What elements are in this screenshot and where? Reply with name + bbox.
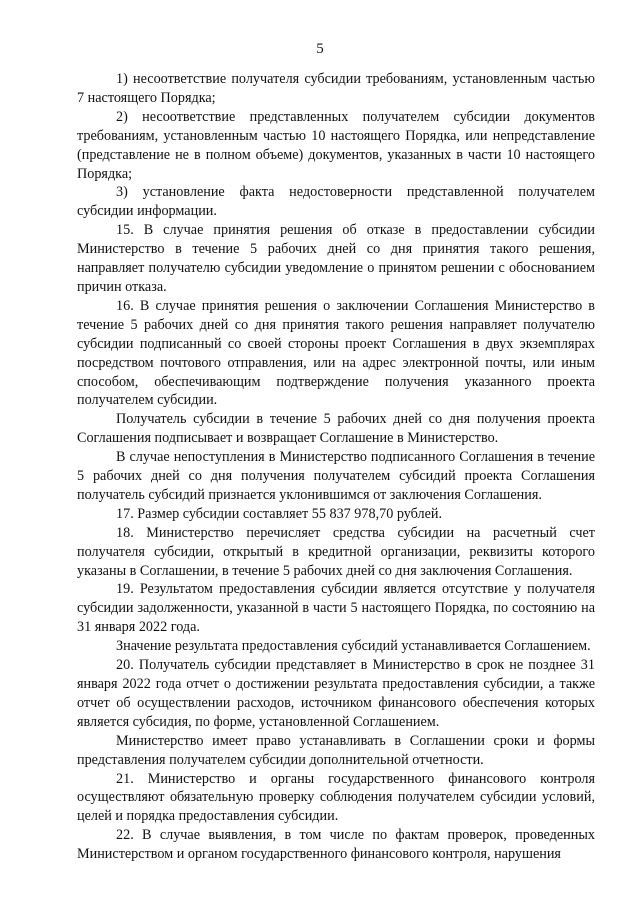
paragraph-clause-17: 17. Размер субсидии составляет 55 837 978,70 рублей.	[116, 505, 443, 522]
paragraph-clause-16: 16. В случае принятия решения о заключении Соглашения Министерство в течение 5 рабочих дней со дня принятия такого решения направляет получателю субсидии подписанный со своей стороны проект Соглашения в двух экземплярах посредством почтового отправления, или на адрес электронной почты, или иным способом, обеспечивающим подтверждение получения указанного проекта получателем субсидии.	[77, 297, 595, 409]
paragraph-clause-16-evasion: В случае непоступления в Министерство подписанного Соглашения в течение 5 рабочих дней со дня получения получателем субсидий проекта Соглашения получатель субсидий признается уклонившимся от заключения Соглашения.	[77, 449, 595, 503]
paragraph-clause-19: 19. Результатом предоставления субсидии является отсутствие у получателя субсидии задолженности, указанной в части 5 настоящего Порядка, по состоянию на 31 января 2022 года.	[77, 581, 595, 636]
paragraph-clause-22: 22. В случае выявления, в том числе по фактам проверок, проведенных Министерством и органом государственного финансового контроля, нарушения	[77, 827, 595, 863]
paragraph-item-2: 2) несоответствие представленных получателем субсидии документов требованиям, установленным частью 10 настоящего Порядка, или непредставление (представление не в полном объеме) документов, указанных в части 10 настоящего Порядка;	[77, 108, 595, 182]
paragraph-clause-16-signing: Получатель субсидии в течение 5 рабочих дней со дня получения проекта Соглашения подписывает и возвращает Соглашение в Министерство.	[77, 411, 595, 447]
paragraph-clause-20-reporting: Министерство имеет право устанавливать в Соглашении сроки и формы представления получателем субсидии дополнительной отчетности.	[77, 732, 595, 768]
paragraph-item-3: 3) установление факта недостоверности представленной получателем субсидии информации.	[77, 184, 595, 220]
paragraph-clause-21: 21. Министерство и органы государственного финансового контроля осуществляют обязательную проверку соблюдения получателем субсидии условий, целей и порядка предоставления субсидии.	[77, 770, 595, 825]
paragraph-clause-19-value: Значение результата предоставления субсидий устанавливается Соглашением.	[116, 638, 591, 655]
paragraph-clause-15: 15. В случае принятия решения об отказе в предоставлении субсидии Министерство в течение 5 рабочих дней со дня принятия такого решения, направляет получателю субсидии уведомление о принятом решении с обоснованием причин отказа.	[77, 222, 595, 295]
page-number: 5	[316, 41, 324, 57]
paragraph-clause-18: 18. Министерство перечисляет средства субсидии на расчетный счет получателя субсидии, открытый в кредитной организации, реквизиты которого указаны в Соглашении, в течение 5 рабочих дней со дня заключения Соглашения.	[77, 524, 595, 579]
paragraph-clause-20: 20. Получатель субсидии представляет в Министерство в срок не позднее 31 января 2022 года отчет о достижении результата предоставления субсидии, а также отчет об осуществлении расходов, источником финансового обеспечения которых является субсидия, по форме, установленной Соглашением.	[77, 657, 595, 730]
document-body	[77, 70, 595, 864]
paragraph-item-1: 1) несоответствие получателя субсидии требованиям, установленным частью 7 настоящего Порядка;	[77, 71, 595, 106]
